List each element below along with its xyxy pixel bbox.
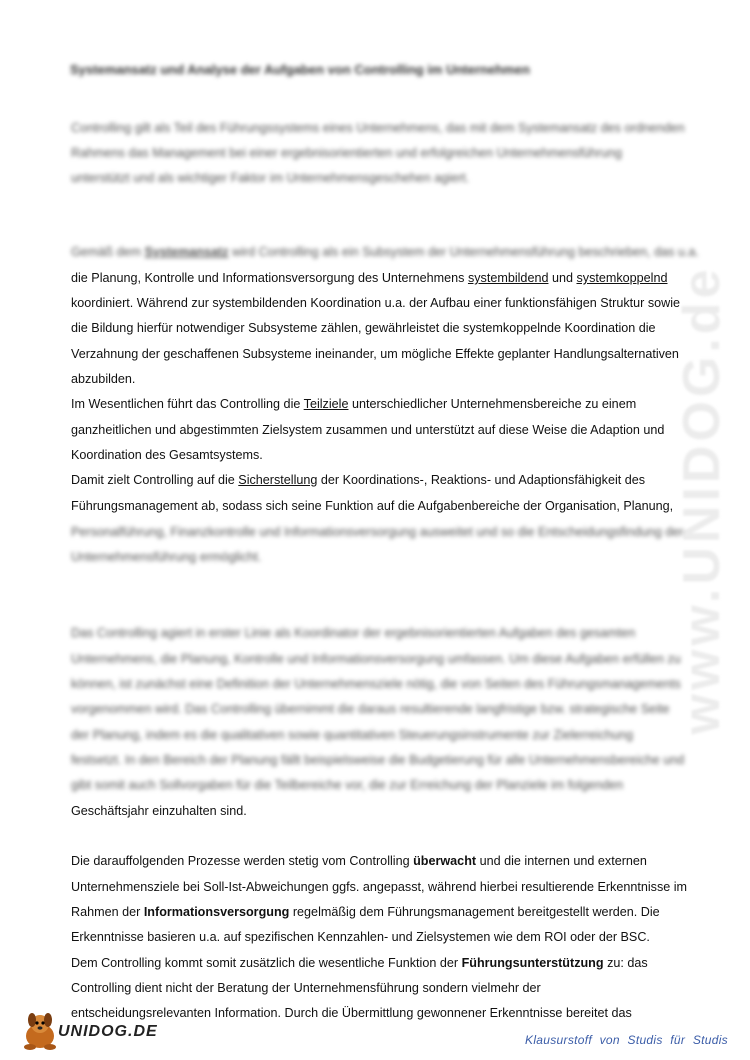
- blurred-text-line: festsetzt. In den Bereich der Planung fällt beispielsweise die Budgetierung für alle Unternehmensbereiche und: [71, 753, 685, 767]
- blurred-text-line: Unternehmens, die Planung, Kontrolle und Informationsversorgung umfassen. Um diese Aufgaben erfüllen zu: [71, 652, 681, 666]
- text-line: Geschäftsjahr einzuhalten sind.: [71, 804, 247, 818]
- watermark: www.UNIDOG.de: [673, 265, 731, 735]
- blurred-text-line: können, ist zunächst eine Definition der Unternehmensziele nötig, die von Seiten des Führungsmanagements: [71, 677, 681, 691]
- text-fragment: Im Wesentlichen führt das Controlling die: [71, 397, 301, 411]
- text-line: die Bildung hierfür notwendiger Subsysteme zählen, gewährleistet die systemkoppelnde Koordination die: [71, 321, 656, 335]
- text-line: [71, 396, 636, 412]
- text-line: [71, 853, 647, 869]
- text-fragment: unterschiedlicher Unternehmensbereiche zu einem: [351, 397, 637, 411]
- blurred-text-line: Rahmens das Management bei einer ergebnisorientierten und erfolgreichen Unternehmensführung: [71, 146, 622, 160]
- blurred-text-line: Das Controlling agiert in erster Linie als Koordinator der ergebnisorientierten Aufgaben des gesamten: [71, 626, 636, 640]
- text-line: [71, 904, 660, 920]
- text-line: abzubilden.: [71, 372, 136, 386]
- text-fragment: der Koordinations-, Reaktions- und Adaptionsfähigkeit des: [320, 473, 646, 487]
- keyword-link: systembildend: [467, 271, 549, 285]
- text-line: [71, 955, 648, 971]
- document-title: Systemansatz und Analyse der Aufgaben von Controlling im Unternehmen: [70, 62, 530, 77]
- text-fragment: Dem Controlling kommt somit zusätzlich die wesentliche Funktion der: [71, 956, 459, 970]
- text-fragment: und die internen und externen: [479, 854, 647, 868]
- text-fragment: und: [551, 271, 573, 285]
- text-fragment: die Planung, Kontrolle und Informationsversorgung des Unternehmens: [71, 271, 465, 285]
- keyword-link: Sicherstellung: [238, 473, 318, 487]
- text-line: koordiniert. Während zur systembildenden Koordination u.a. der Aufbau einer funktionsfähigen Struktur sowie: [71, 296, 681, 310]
- text-line: Verzahnung der geschaffenen Subsysteme ineinander, um mögliche Effekte geplanter Handlungsalternativen: [71, 347, 679, 361]
- keyword-link: Teilziele: [303, 397, 349, 411]
- keyword-link: systemkoppelnd: [576, 271, 668, 285]
- text-line: [71, 472, 645, 488]
- text-fragment: Damit zielt Controlling auf die: [71, 473, 235, 487]
- footer-tagline: Klausurstoff von Studis für Studis: [525, 1033, 728, 1047]
- blurred-text-line: der Planung, indem es die qualitativen sowie quantitativen Steuerungsinstrumente zur Zielerreichung: [71, 728, 634, 742]
- text-line: [71, 270, 668, 286]
- blurred-text-line: vorgenommen wird. Das Controlling übernimmt die daraus resultierende langfristige bzw. strategische Seite: [71, 702, 670, 716]
- blurred-text-line: Unternehmensführung ermöglicht.: [71, 550, 262, 564]
- text-fragment: Rahmen der: [71, 905, 141, 919]
- text-line: Führungsmanagement ab, sodass sich seine Funktion auf die Aufgabenbereiche der Organisation, Planung,: [71, 499, 674, 513]
- text-fragment: Die darauffolgenden Prozesse werden stetig vom Controlling: [71, 854, 410, 868]
- blurred-text-line: unterstützt und als wichtiger Faktor im Unternehmensgeschehen agiert.: [71, 171, 470, 185]
- text-fragment: wird Controlling als ein Subsystem der Unternehmensführung beschrieben, das u.a.: [232, 245, 699, 259]
- keyword-link: Systemansatz: [144, 245, 229, 259]
- bold-keyword: Informationsversorgung: [143, 905, 290, 919]
- text-fragment: zu: das: [607, 956, 648, 970]
- bold-keyword: Führungsunterstützung: [461, 956, 604, 970]
- text-line: Erkenntnisse basieren u.a. auf spezifischen Kennzahlen- und Zielsystemen wie dem ROI oder der BSC.: [71, 930, 650, 944]
- text-line: Unternehmensziele bei Soll-Ist-Abweichungen ggfs. angepasst, während hierbei resultierende Erkenntnisse im: [71, 880, 688, 894]
- text-fragment: Gemäß dem: [71, 245, 141, 259]
- text-line: entscheidungsrelevanten Information. Durch die Übermittlung gewonnener Erkenntnisse bereitet das: [71, 1006, 632, 1020]
- unidog-logo-text: UNIDOG.DE: [58, 1023, 158, 1040]
- blurred-text-line: gibt somit auch Sollvorgaben für die Teilbereiche vor, die zur Erreichung der Planziele im folgenden: [71, 778, 624, 792]
- blurred-text-line: [71, 244, 699, 260]
- text-line: Controlling dient nicht der Beratung der Unternehmensführung sondern vielmehr der: [71, 981, 541, 995]
- blurred-text-line: Controlling gilt als Teil des Führungssystems eines Unternehmens, das mit dem Systemansatz des ordnenden: [71, 121, 685, 135]
- bold-keyword: überwacht: [413, 854, 477, 868]
- text-line: ganzheitlichen und abgestimmten Zielsystem zusammen und unterstützt auf diese Weise die Adaption und: [71, 423, 665, 437]
- blurred-text-line: Personalführung, Finanzkontrolle und Informationsversorgung ausweitet und so die Entscheidungsfindung der: [71, 525, 684, 539]
- text-fragment: regelmäßig dem Führungsmanagement bereitgestellt werden. Die: [292, 905, 660, 919]
- text-line: Koordination des Gesamtsystems.: [71, 448, 263, 462]
